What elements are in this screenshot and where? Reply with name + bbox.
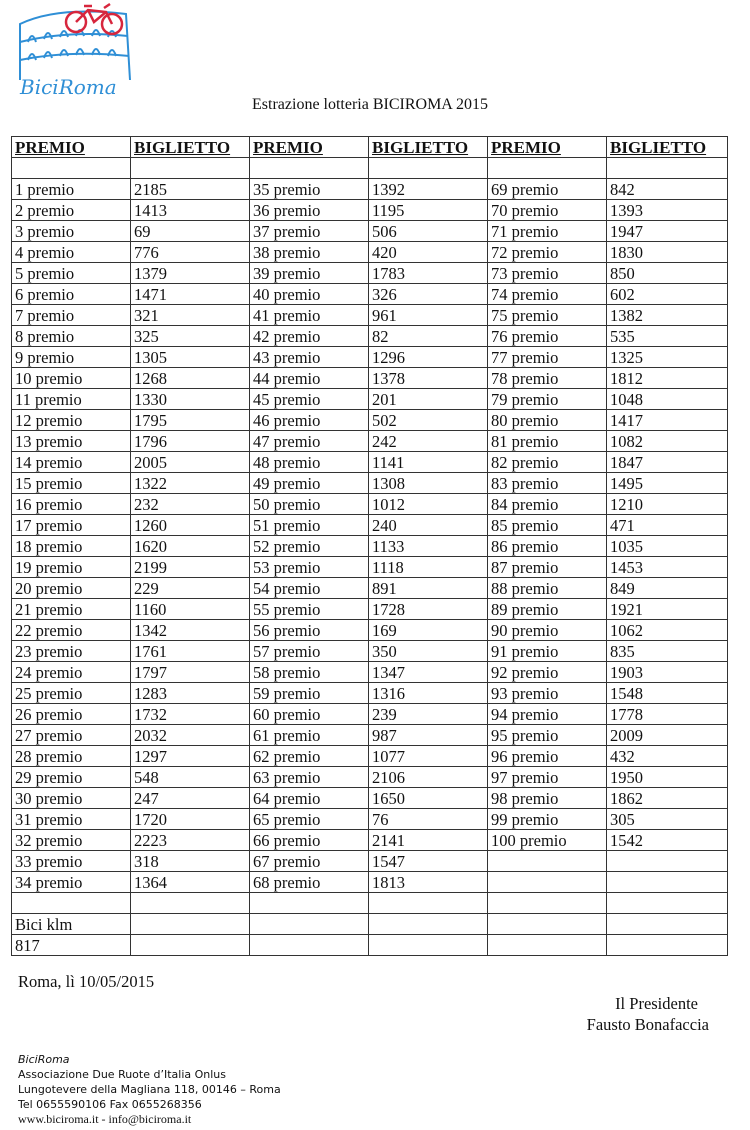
table-cell: 1720 (131, 809, 250, 830)
table-cell: 1392 (369, 179, 488, 200)
table-cell: 65 premio (250, 809, 369, 830)
table-cell: 1650 (369, 788, 488, 809)
table-cell: 92 premio (488, 662, 607, 683)
table-cell: 43 premio (250, 347, 369, 368)
table-cell: 8 premio (12, 326, 131, 347)
table-cell: 1393 (607, 200, 728, 221)
footer-web: www.biciroma.it - info@biciroma.it (18, 1112, 192, 1126)
table-row (12, 389, 728, 410)
table-cell: 1453 (607, 557, 728, 578)
table-cell: 97 premio (488, 767, 607, 788)
table-cell: 2005 (131, 452, 250, 473)
table-cell (131, 158, 250, 179)
table-cell: 32 premio (12, 830, 131, 851)
table-cell: 67 premio (250, 851, 369, 872)
table-cell: 1322 (131, 473, 250, 494)
table-cell: 41 premio (250, 305, 369, 326)
table-cell: 9 premio (12, 347, 131, 368)
table-cell: 602 (607, 284, 728, 305)
table-cell (250, 914, 369, 935)
table-cell: 961 (369, 305, 488, 326)
table-header-cell: BIGLIETTO (131, 137, 250, 158)
table-row (12, 662, 728, 683)
table-cell: 239 (369, 704, 488, 725)
table-cell: 420 (369, 242, 488, 263)
table-row (12, 347, 728, 368)
table-cell: 1728 (369, 599, 488, 620)
table-cell: 1330 (131, 389, 250, 410)
table-cell: 16 premio (12, 494, 131, 515)
table-row (12, 914, 728, 935)
table-cell: 891 (369, 578, 488, 599)
table-row (12, 725, 728, 746)
table-cell: 21 premio (12, 599, 131, 620)
table-cell: 25 premio (12, 683, 131, 704)
table-cell: 1778 (607, 704, 728, 725)
table-cell (488, 914, 607, 935)
table-cell: 85 premio (488, 515, 607, 536)
table-row (12, 326, 728, 347)
table-cell: 55 premio (250, 599, 369, 620)
table-cell: 88 premio (488, 578, 607, 599)
table-cell: 835 (607, 641, 728, 662)
table-cell (607, 935, 728, 956)
table-cell: 2223 (131, 830, 250, 851)
table-cell: 60 premio (250, 704, 369, 725)
table-cell: 36 premio (250, 200, 369, 221)
table-cell: 58 premio (250, 662, 369, 683)
table-cell: 18 premio (12, 536, 131, 557)
table-cell: 1947 (607, 221, 728, 242)
table-cell: 11 premio (12, 389, 131, 410)
table-cell: 27 premio (12, 725, 131, 746)
table-cell: 47 premio (250, 431, 369, 452)
table-cell: 1118 (369, 557, 488, 578)
table-cell (488, 893, 607, 914)
table-cell: 1382 (607, 305, 728, 326)
table-cell: 2032 (131, 725, 250, 746)
table-cell: 66 premio (250, 830, 369, 851)
table-cell (250, 935, 369, 956)
table-cell: 87 premio (488, 557, 607, 578)
table-header-row (12, 137, 728, 158)
table-cell: 22 premio (12, 620, 131, 641)
table-cell: 1296 (369, 347, 488, 368)
table-cell: 13 premio (12, 431, 131, 452)
table-row (12, 578, 728, 599)
table-cell: 247 (131, 788, 250, 809)
table-cell: 84 premio (488, 494, 607, 515)
table-cell: 1048 (607, 389, 728, 410)
table-cell: 80 premio (488, 410, 607, 431)
table-row (12, 536, 728, 557)
table-row (12, 452, 728, 473)
table-cell: 1316 (369, 683, 488, 704)
table-cell: 5 premio (12, 263, 131, 284)
table-cell: 1796 (131, 431, 250, 452)
table-cell: 502 (369, 410, 488, 431)
table-cell: 350 (369, 641, 488, 662)
table-cell: 1062 (607, 620, 728, 641)
table-cell: 76 (369, 809, 488, 830)
table-cell: 325 (131, 326, 250, 347)
table-header-cell: PREMIO (250, 137, 369, 158)
table-cell: 52 premio (250, 536, 369, 557)
table-cell: 26 premio (12, 704, 131, 725)
table-cell: 1012 (369, 494, 488, 515)
table-cell (369, 893, 488, 914)
table-row (12, 809, 728, 830)
table-header-cell: PREMIO (12, 137, 131, 158)
table-row (12, 935, 728, 956)
table-cell: 99 premio (488, 809, 607, 830)
table-cell: 2141 (369, 830, 488, 851)
table-cell: 94 premio (488, 704, 607, 725)
table-row (12, 893, 728, 914)
table-cell: 70 premio (488, 200, 607, 221)
footer (18, 1052, 281, 1127)
table-cell: 169 (369, 620, 488, 641)
signature-name: Fausto Bonafaccia (586, 1015, 709, 1034)
table-cell: 1862 (607, 788, 728, 809)
table-cell (607, 872, 728, 893)
table-cell: 1761 (131, 641, 250, 662)
table-cell: 1210 (607, 494, 728, 515)
table-cell: 849 (607, 578, 728, 599)
table-cell: 1547 (369, 851, 488, 872)
table-cell: 1797 (131, 662, 250, 683)
table-cell: 19 premio (12, 557, 131, 578)
table-row (12, 872, 728, 893)
footer-name: BiciRoma (18, 1053, 70, 1066)
table-spacer-row (12, 158, 728, 179)
table-cell: 48 premio (250, 452, 369, 473)
table-row (12, 200, 728, 221)
table-cell: 83 premio (488, 473, 607, 494)
table-cell: 1347 (369, 662, 488, 683)
table-cell (12, 158, 131, 179)
table-cell (12, 893, 131, 914)
table-cell: 1160 (131, 599, 250, 620)
table-row (12, 767, 728, 788)
table-row (12, 473, 728, 494)
table-cell: 45 premio (250, 389, 369, 410)
table-cell: 1830 (607, 242, 728, 263)
table-cell: 1620 (131, 536, 250, 557)
table-cell: 53 premio (250, 557, 369, 578)
table-cell: 33 premio (12, 851, 131, 872)
table-cell: 23 premio (12, 641, 131, 662)
table-cell: 1471 (131, 284, 250, 305)
table-cell: 1141 (369, 452, 488, 473)
table-row (12, 284, 728, 305)
table-cell: 90 premio (488, 620, 607, 641)
table-cell: 54 premio (250, 578, 369, 599)
table-row (12, 242, 728, 263)
table-row (12, 620, 728, 641)
signature-role: Il Presidente (615, 994, 698, 1013)
table-cell: 1378 (369, 368, 488, 389)
table-cell: 842 (607, 179, 728, 200)
table-cell: 100 premio (488, 830, 607, 851)
table-cell: 1783 (369, 263, 488, 284)
table-cell: 1413 (131, 200, 250, 221)
table-cell: 73 premio (488, 263, 607, 284)
table-cell: 64 premio (250, 788, 369, 809)
table-cell: 24 premio (12, 662, 131, 683)
table-cell: 56 premio (250, 620, 369, 641)
table-cell: 1133 (369, 536, 488, 557)
table-cell: 15 premio (12, 473, 131, 494)
table-cell: 240 (369, 515, 488, 536)
table-cell: 1297 (131, 746, 250, 767)
table-cell: 68 premio (250, 872, 369, 893)
table-row (12, 704, 728, 725)
place-date: Roma, lì 10/05/2015 (18, 972, 155, 991)
footer-phone: Tel 0655590106 Fax 0655268356 (18, 1098, 202, 1111)
table-cell (369, 914, 488, 935)
table-row (12, 431, 728, 452)
table-cell: 318 (131, 851, 250, 872)
table-cell: 1342 (131, 620, 250, 641)
table-cell: 326 (369, 284, 488, 305)
table-cell: 93 premio (488, 683, 607, 704)
table-cell: 305 (607, 809, 728, 830)
table-cell: 1812 (607, 368, 728, 389)
table-cell: 10 premio (12, 368, 131, 389)
table-cell (250, 158, 369, 179)
table-row (12, 641, 728, 662)
table-cell: 1195 (369, 200, 488, 221)
table-cell (131, 914, 250, 935)
table-row (12, 599, 728, 620)
table-cell: 89 premio (488, 599, 607, 620)
table-cell: 1260 (131, 515, 250, 536)
document-title: Estrazione lotteria BICIROMA 2015 (252, 96, 488, 113)
table-cell: 75 premio (488, 305, 607, 326)
table-cell: 28 premio (12, 746, 131, 767)
table-cell: 2199 (131, 557, 250, 578)
table-cell: 2106 (369, 767, 488, 788)
table-cell: 34 premio (12, 872, 131, 893)
table-cell: 69 (131, 221, 250, 242)
table-cell: 82 (369, 326, 488, 347)
table-cell: 35 premio (250, 179, 369, 200)
table-cell: 42 premio (250, 326, 369, 347)
table-cell: 3 premio (12, 221, 131, 242)
table-row (12, 746, 728, 767)
table-cell (488, 158, 607, 179)
table-header-cell: BIGLIETTO (607, 137, 728, 158)
table-cell: 14 premio (12, 452, 131, 473)
table-cell: 39 premio (250, 263, 369, 284)
table-cell: 79 premio (488, 389, 607, 410)
table-cell (488, 872, 607, 893)
logo-text: BiciRoma (20, 75, 117, 98)
table-cell: 77 premio (488, 347, 607, 368)
table-cell: 535 (607, 326, 728, 347)
table-cell: 71 premio (488, 221, 607, 242)
table-cell (607, 158, 728, 179)
table-cell: 82 premio (488, 452, 607, 473)
table-cell: 1325 (607, 347, 728, 368)
table-cell: 91 premio (488, 641, 607, 662)
table-cell: 2 premio (12, 200, 131, 221)
table-cell: 1417 (607, 410, 728, 431)
table-cell: 471 (607, 515, 728, 536)
table-cell: 62 premio (250, 746, 369, 767)
table-cell: Bici klm (12, 914, 131, 935)
table-cell: 850 (607, 263, 728, 284)
table-cell: 1077 (369, 746, 488, 767)
table-row (12, 179, 728, 200)
lottery-results-table (11, 136, 728, 956)
table-cell: 6 premio (12, 284, 131, 305)
table-row (12, 410, 728, 431)
table-cell: 1950 (607, 767, 728, 788)
table-cell: 321 (131, 305, 250, 326)
table-cell (369, 935, 488, 956)
table-cell: 242 (369, 431, 488, 452)
table-cell: 1732 (131, 704, 250, 725)
table-cell: 232 (131, 494, 250, 515)
table-cell: 1035 (607, 536, 728, 557)
table-cell: 95 premio (488, 725, 607, 746)
table-cell: 1 premio (12, 179, 131, 200)
table-cell: 63 premio (250, 767, 369, 788)
table-cell (250, 893, 369, 914)
table-cell: 69 premio (488, 179, 607, 200)
table-row (12, 221, 728, 242)
table-cell: 1268 (131, 368, 250, 389)
table-row (12, 830, 728, 851)
table-cell: 201 (369, 389, 488, 410)
table-cell: 1364 (131, 872, 250, 893)
table-cell (131, 893, 250, 914)
table-cell: 12 premio (12, 410, 131, 431)
table-cell: 38 premio (250, 242, 369, 263)
table-cell: 1283 (131, 683, 250, 704)
footer-address: Lungotevere della Magliana 118, 00146 – Roma (18, 1083, 281, 1096)
table-cell: 817 (12, 935, 131, 956)
table-cell: 1795 (131, 410, 250, 431)
table-cell: 61 premio (250, 725, 369, 746)
table-cell: 51 premio (250, 515, 369, 536)
table-cell: 1847 (607, 452, 728, 473)
table-cell (488, 935, 607, 956)
table-cell: 46 premio (250, 410, 369, 431)
table-cell: 72 premio (488, 242, 607, 263)
table-cell: 1921 (607, 599, 728, 620)
table-cell (607, 914, 728, 935)
table-cell: 229 (131, 578, 250, 599)
table-cell: 37 premio (250, 221, 369, 242)
table-cell: 81 premio (488, 431, 607, 452)
table-cell: 776 (131, 242, 250, 263)
table-cell: 74 premio (488, 284, 607, 305)
table-cell: 1813 (369, 872, 488, 893)
table-cell: 96 premio (488, 746, 607, 767)
table-row (12, 557, 728, 578)
biciroma-logo (14, 2, 136, 98)
table-row (12, 305, 728, 326)
table-cell: 2009 (607, 725, 728, 746)
table-cell: 1903 (607, 662, 728, 683)
table-cell: 7 premio (12, 305, 131, 326)
table-cell: 76 premio (488, 326, 607, 347)
table-cell: 506 (369, 221, 488, 242)
table-cell: 1379 (131, 263, 250, 284)
table-cell: 1308 (369, 473, 488, 494)
table-row (12, 494, 728, 515)
table-cell: 987 (369, 725, 488, 746)
table-header-cell: BIGLIETTO (369, 137, 488, 158)
table-cell: 98 premio (488, 788, 607, 809)
table-cell (607, 893, 728, 914)
table-cell: 4 premio (12, 242, 131, 263)
table-cell (131, 935, 250, 956)
table-cell: 59 premio (250, 683, 369, 704)
table-cell: 1548 (607, 683, 728, 704)
table-row (12, 788, 728, 809)
footer-org: Associazione Due Ruote d’Italia Onlus (18, 1068, 227, 1081)
table-cell: 1305 (131, 347, 250, 368)
table-cell: 44 premio (250, 368, 369, 389)
table-cell: 86 premio (488, 536, 607, 557)
table-cell: 548 (131, 767, 250, 788)
table-cell: 1542 (607, 830, 728, 851)
table-cell: 31 premio (12, 809, 131, 830)
table-cell: 29 premio (12, 767, 131, 788)
table-cell: 2185 (131, 179, 250, 200)
table-cell: 78 premio (488, 368, 607, 389)
table-cell (488, 851, 607, 872)
table-cell: 17 premio (12, 515, 131, 536)
table-row (12, 851, 728, 872)
table-row (12, 263, 728, 284)
table-cell: 30 premio (12, 788, 131, 809)
table-cell: 50 premio (250, 494, 369, 515)
table-header-cell: PREMIO (488, 137, 607, 158)
table-cell: 49 premio (250, 473, 369, 494)
table-row (12, 515, 728, 536)
table-cell (369, 158, 488, 179)
table-cell: 57 premio (250, 641, 369, 662)
table-row (12, 368, 728, 389)
table-row (12, 683, 728, 704)
table-cell: 40 premio (250, 284, 369, 305)
table-cell: 1495 (607, 473, 728, 494)
table-cell: 20 premio (12, 578, 131, 599)
table-cell (607, 851, 728, 872)
table-cell: 1082 (607, 431, 728, 452)
table-cell: 432 (607, 746, 728, 767)
